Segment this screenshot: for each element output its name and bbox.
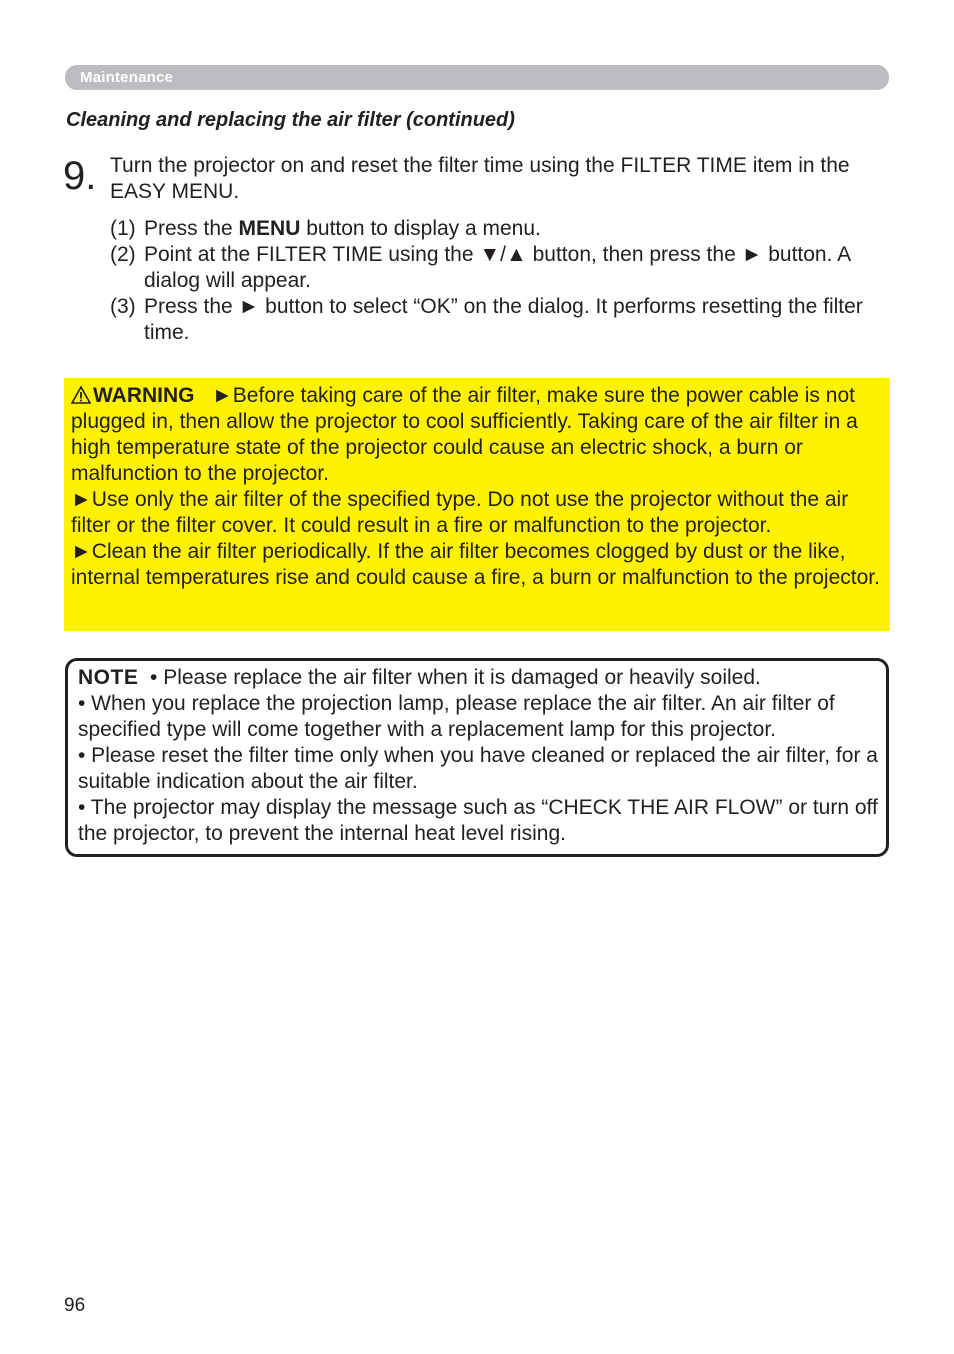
substep-text-pre: Press the xyxy=(144,217,239,240)
substep-number: (1) xyxy=(110,217,136,240)
note-paragraph: • When you replace the projection lamp, please replace the air filter. An air filter of specified type will come together with a replacement lamp for this projector. xyxy=(78,692,835,741)
section-title: Maintenance xyxy=(80,69,174,86)
note-paragraph: • The projector may display the message such as “CHECK THE AIR FLOW” or turn off the projector, to prevent the internal heat level rising. xyxy=(78,796,878,845)
step-text: Turn the projector on and reset the filter time using the FILTER TIME item in the EASY MENU. xyxy=(110,154,850,203)
substep-item xyxy=(110,216,900,242)
substep-number: (3) xyxy=(110,295,136,318)
note-text: • Please replace the air filter when it is damaged or heavily soiled. xyxy=(150,666,761,689)
warning-paragraph: ►Clean the air filter periodically. If the air filter becomes clogged by dust or the like, internal temperatures rise and could cause a fire, a burn or malfunction to the projector. xyxy=(71,540,880,589)
substep-text: Press the ► button to select “OK” on the dialog. It performs resetting the filter time. xyxy=(144,295,863,344)
warning-label: WARNING xyxy=(93,384,195,407)
warning-text: ►Before taking care of the air filter, make sure the power cable is not plugged in, then allow the projector to cool sufficiently. Taking care of the air filter in a high temperature state of the projector could cause an electric shock, a burn or malfunction to the projector. xyxy=(71,384,858,485)
note-box xyxy=(65,658,889,857)
warning-box xyxy=(64,378,890,631)
substep-item xyxy=(110,294,900,346)
warning-paragraph: ►Use only the air filter of the specified type. Do not use the projector without the air filter or the filter cover. It could result in a fire or malfunction to the projector. xyxy=(71,488,849,537)
substep-list xyxy=(110,216,900,346)
note-paragraph: • Please reset the filter time only when you have cleaned or replaced the air filter, for a suitable indication about the air filter. xyxy=(78,744,878,793)
warning-triangle-icon xyxy=(71,386,91,404)
substep-text: Point at the FILTER TIME using the ▼/▲ button, then press the ► button. A dialog will appear. xyxy=(144,243,850,292)
section-header-bar xyxy=(65,65,889,90)
substep-item xyxy=(110,242,900,294)
substep-text-post: button to display a menu. xyxy=(300,217,541,240)
step-number: 9. xyxy=(63,154,97,198)
substep-number: (2) xyxy=(110,243,136,266)
note-label: NOTE xyxy=(78,666,139,689)
menu-button-name: MENU xyxy=(238,217,301,240)
page-number: 96 xyxy=(64,1295,86,1316)
page-subtitle: Cleaning and replacing the air filter (continued) xyxy=(66,109,515,131)
note-paragraph xyxy=(78,665,880,691)
warning-paragraph xyxy=(71,383,890,487)
